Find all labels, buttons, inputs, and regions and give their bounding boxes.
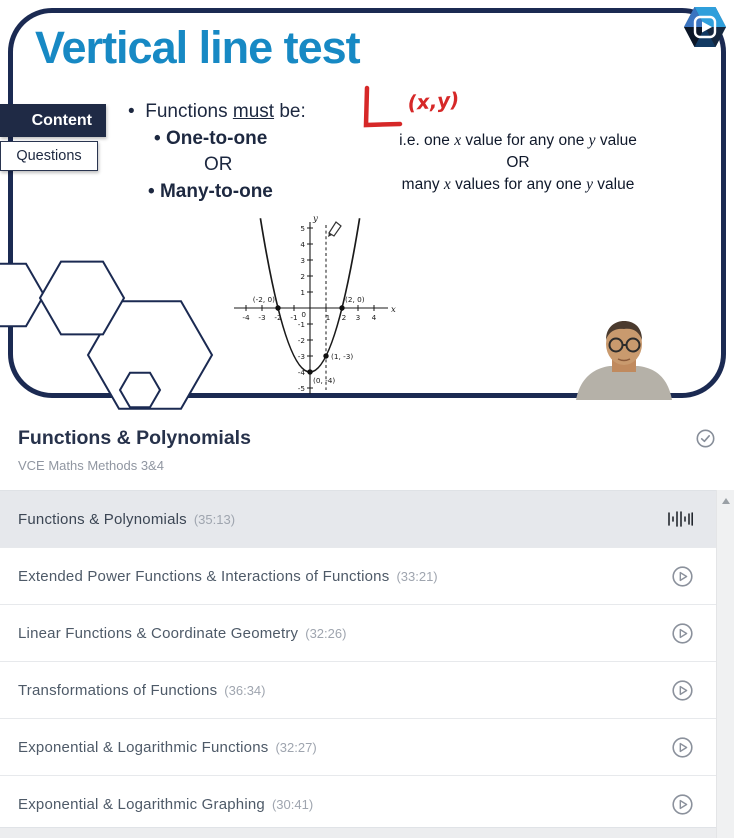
- chapter-duration: (36:34): [224, 682, 266, 698]
- svg-text:0: 0: [301, 310, 306, 319]
- chapter-duration: (32:27): [275, 739, 317, 755]
- list-scrollbar[interactable]: [716, 490, 734, 838]
- course-header: [0, 415, 734, 490]
- point-0-neg4: [307, 369, 312, 374]
- chapter-row-linear-functions[interactable]: [0, 605, 717, 662]
- svg-text:4: 4: [300, 240, 305, 249]
- point-neg2-0: [275, 305, 280, 310]
- svg-text:-1: -1: [297, 320, 305, 329]
- play-hexagon-logo[interactable]: [684, 5, 726, 49]
- svg-text:3: 3: [355, 313, 361, 322]
- bullet-one-to-one: • One-to-one: [154, 127, 268, 149]
- svg-text:-2: -2: [274, 313, 282, 322]
- slide-notes: [358, 130, 678, 196]
- chapter-row-exp-log-functions[interactable]: [0, 719, 717, 776]
- play-chapter-icon[interactable]: [672, 737, 693, 758]
- bullet-many-to-one: • Many-to-one: [148, 180, 273, 202]
- handwritten-xy-label: (x,y): [406, 87, 461, 115]
- next-row-peek: [0, 827, 717, 838]
- svg-text:2: 2: [341, 313, 347, 322]
- point-1-neg3: [323, 353, 328, 358]
- note-or-label: OR: [506, 154, 530, 171]
- slide-bullet-list: [128, 99, 306, 205]
- chapter-list: [0, 490, 717, 833]
- chapter-title: Linear Functions & Coordinate Geometry: [18, 624, 299, 642]
- play-chapter-icon[interactable]: [672, 794, 693, 815]
- presenter-avatar: [572, 318, 676, 400]
- note-line-1: i.e. one x value for any one y value: [399, 132, 637, 149]
- play-chapter-icon[interactable]: [672, 623, 693, 644]
- course-subtitle: VCE Maths Methods 3&4: [18, 458, 164, 473]
- hexagon-decoration: [0, 250, 215, 415]
- svg-text:-4: -4: [297, 368, 305, 377]
- chapter-title: Extended Power Functions & Interactions of Functions: [18, 567, 390, 585]
- svg-text:(-2, 0): (-2, 0): [252, 295, 275, 304]
- chapter-title: Exponential & Logarithmic Functions: [18, 738, 269, 756]
- chapter-duration: (35:13): [193, 511, 236, 527]
- chapter-row-exp-log-graphing[interactable]: [0, 776, 717, 833]
- course-title: Functions & Polynomials: [18, 427, 251, 449]
- chapter-duration: (33:21): [396, 568, 438, 584]
- tab-questions[interactable]: [0, 141, 98, 171]
- chapter-title: Exponential & Logarithmic Graphing: [18, 795, 265, 813]
- completion-check-icon[interactable]: [696, 429, 715, 448]
- chapter-row-transformations[interactable]: [0, 662, 717, 719]
- or-label: OR: [204, 154, 233, 175]
- note-line-2: many x values for any one y value: [401, 176, 635, 193]
- tab-content[interactable]: [0, 104, 106, 137]
- svg-text:-4: -4: [242, 313, 250, 322]
- presenter-webcam: [572, 318, 676, 400]
- now-playing-waveform-icon: [667, 509, 693, 529]
- chapter-row-extended-power-functions[interactable]: [0, 548, 717, 605]
- tab-content-label: Content: [31, 111, 92, 129]
- svg-text:1: 1: [300, 288, 305, 297]
- svg-text:3: 3: [300, 256, 305, 265]
- svg-text:x: x: [391, 305, 396, 315]
- tab-questions-label: Questions: [16, 148, 82, 164]
- chapter-title: Transformations of Functions: [18, 681, 218, 699]
- svg-text:(2, 0): (2, 0): [345, 295, 365, 304]
- svg-text:-3: -3: [297, 352, 305, 361]
- svg-text:-5: -5: [297, 384, 305, 393]
- play-chapter-icon[interactable]: [672, 566, 693, 587]
- svg-text:5: 5: [300, 224, 305, 233]
- svg-text:(0, -4): (0, -4): [313, 376, 336, 385]
- svg-text:1: 1: [325, 313, 331, 322]
- chapter-duration: (30:41): [271, 796, 314, 812]
- svg-text:4: 4: [371, 313, 377, 322]
- chapter-title: Functions & Polynomials: [18, 510, 187, 528]
- video-player[interactable]: [0, 0, 734, 415]
- bullet-functions-must-be: • Functions must be:: [128, 101, 306, 122]
- parabola-graph: [222, 212, 397, 402]
- svg-text:-3: -3: [258, 313, 266, 322]
- slide-title: Vertical line test: [35, 22, 360, 73]
- chapter-duration: (32:26): [305, 625, 347, 641]
- svg-text:y: y: [313, 214, 318, 224]
- play-chapter-icon[interactable]: [672, 680, 693, 701]
- svg-text:-1: -1: [290, 313, 298, 322]
- svg-text:2: 2: [300, 272, 305, 281]
- pencil-icon: [328, 222, 341, 237]
- scroll-up-arrow-icon[interactable]: [722, 498, 730, 504]
- svg-text:-2: -2: [297, 336, 305, 345]
- chapter-row-functions-polynomials[interactable]: [0, 491, 717, 548]
- svg-text:(1, -3): (1, -3): [331, 352, 354, 361]
- point-2-0: [339, 305, 344, 310]
